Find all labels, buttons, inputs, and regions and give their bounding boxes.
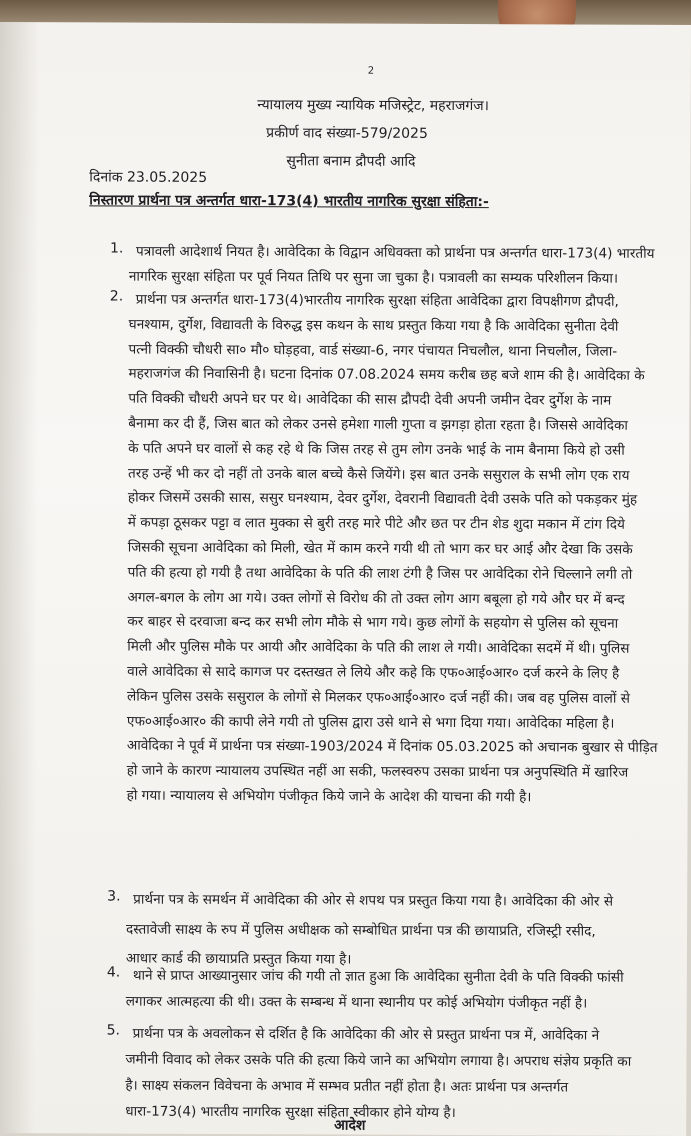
paragraph-line: पति विक्की चौधरी अपने घर पर थे। आवेदिका की सास द्रौपदी देवी अपनी जमीन देवर दुर्गेश के नाम [128, 390, 612, 409]
order-subject: निस्तारण प्रार्थना पत्र अन्तर्गत धारा-173(4) भारतीय नागरिक सुरक्षा संहिता:- [89, 192, 489, 211]
paragraph-line: कर बाहर से दरवाजा बन्द कर सभी लोग मौके से भाग गये। कुछ लोगों के सहयोग से पुलिस को सूचना [127, 613, 619, 633]
paragraph-line: जमीनी विवाद को लेकर उसके पति की हत्या किये जाने का अभियोग लगाया है। अपराध संज्ञेय प्रकृति का [125, 1051, 632, 1070]
paragraph-line: आवेदिका ने पूर्व में प्रार्थना पत्र संख्या-1903/2024 में दिनांक 05.03.2025 को अचानक बुखार से पीड़ित [126, 737, 658, 757]
order-heading: आदेश [334, 1117, 366, 1134]
paragraph-line: के पति अपने घर वालों से कह रहे थे कि जिस तरह से तुम लोग उनके भाई के नाम बैनामा किये हो उसी [128, 440, 625, 459]
paragraph-line: पत्रावली आदेशार्थ नियत है। आवेदिका के विद्वान अधिवक्ता को प्रार्थना पत्र अन्तर्गत धारा-173(4) भारतीय [135, 243, 655, 262]
paragraph-line: लगाकर आत्महत्या की थी। उक्त के सम्बन्ध में थाना स्थानीय पर कोई अभियोग पंजीकृत नहीं है। [125, 993, 588, 1012]
paragraph-line: प्रार्थना पत्र के अवलोकन से दर्शित है कि आवेदिका की ओर से प्रस्तुत प्रार्थना पत्र में, आवेदिका ने [132, 1025, 600, 1044]
paragraph-line: धारा-173(4) भारतीय नागरिक सुरक्षा संहिता स्वीकार होने योग्य है। [125, 1103, 456, 1121]
paragraph-line: अगल-बगल के लोग आ गये। उक्त लोगों से विरोध की तो उक्त लोग आग बबूला हो गये और घर में बन्द [127, 589, 625, 608]
paragraph-line: घनश्याम, दुर्गेश, विद्यावती के विरुद्ध इस कथन के साथ प्रस्तुत किया गया है कि आवेदिका सुनीता देवी [128, 316, 619, 335]
document-page [0, 22, 691, 1136]
paragraph-line: है। साक्ष्य संकलन विवेचना के अभाव में सम्भव प्रतीत नहीं होता है। अतः प्रार्थना पत्र अन्तर्गत [125, 1077, 569, 1096]
paragraph-number: 2. [109, 288, 124, 305]
paragraph-line: थाने से प्राप्त आख्यानुसार जांच की गयी तो ज्ञात हुआ कि आवेदिका सुनीता देवी के पति विक्की फांसी [132, 967, 624, 986]
paragraph-line: एफ०आई०आर० की कापी लेने गयी तो पुलिस द्वारा उसे थाने से भगा दिया गया। आवेदिका महिला है। [126, 713, 615, 732]
court-name: न्यायालय मुख्य न्यायिक मजिस्ट्रेट, महराजगंज। [257, 97, 489, 115]
paragraph-number: 1. [109, 240, 124, 257]
paragraph-line: वाले आवेदिका से सादे कागज पर दस्तखत ले लिये और कहे कि एफ०आई०आर० दर्ज करने के लिए है [127, 663, 620, 682]
page-number: 2 [367, 65, 375, 77]
paragraph-line: नागरिक सुरक्षा संहिता पर पूर्व नियत तिथि पर सुना जा चुका है। पत्रावली का सम्यक परिशीलन किया। [128, 268, 619, 287]
paragraph-line: मिली और पुलिस मौके पर आयी और आवेदिका के पति की लाश ले गयी। आवेदिका सदमें में थी। पुलिस [127, 638, 630, 657]
paragraph-line: होकर जिसमें उसकी सास, ससुर घनश्याम, देवर दुर्गेश, देवरानी विद्यावती देवी उसके पति को पकड़कर मुंह [127, 489, 638, 509]
paragraph-number: 4. [106, 964, 121, 981]
paragraph-line: बैनामा कर दी हैं, जिस बात को लेकर उनसे हमेशा गाली गुप्ता व झगड़ा होता रहता है। जिससे आवेदिका [128, 415, 628, 434]
paragraph-line: महराजगंज की निवासिनी है। घटना दिनांक 07.08.2024 समय करीब छह बजे शाम की है। आवेदिका के [128, 365, 645, 385]
paragraph-line: आधार कार्ड की छायाप्रति प्रस्तुत किया गया है। [125, 950, 352, 968]
paragraph-line: हो जाने के कारण न्यायालय उपस्थित नहीं आ सकी, फलस्वरुप उसका प्रार्थना पत्र अनुपस्थिति में खारिज [126, 762, 629, 781]
paragraph-number: 3. [107, 888, 121, 905]
page-shadow [0, 22, 40, 1136]
paragraph-number: 5. [106, 1022, 120, 1039]
paragraph-line: जिसकी सूचना आवेदिका को मिली, खेत में काम करने गयी थी तो भाग कर घर आई और देखा कि उसके [127, 539, 633, 558]
paragraph-line: में कपड़ा ठूसकर पट्टा व लात मुक्का से बुरी तरह मारे पीटे और छत पर टीन शेड शुदा मकान में टांग दिये [127, 514, 625, 533]
paragraph-line: तरह उन्हें भी कर दो नहीं तो उनके बाल बच्चे कैसे जियेंगे। इस बात उनके ससुराल के सभी लोग एक राय [127, 465, 630, 484]
case-parties: सुनीता बनाम द्रौपदी आदि [286, 153, 416, 170]
paragraph-line: लेकिन पुलिस उसके ससुराल के लोगों से मिलकर एफ०आई०आर० दर्ज नहीं की। जब वह पुलिस वालों से [127, 688, 630, 707]
case-number: प्रकीर्ण वाद संख्या-579/2025 [266, 125, 428, 142]
order-date: दिनांक 23.05.2025 [89, 169, 208, 186]
paragraph-line: दस्तावेजी साक्ष्य के रुप में पुलिस अधीक्षक को सम्बोधित प्रार्थना पत्र की छायाप्रति, रजिस्ट्री रसीद, [126, 921, 596, 940]
paragraph-line: पति की हत्या हो गयी है तथा आवेदिका के पति की लाश टंगी है जिस पर आवेदिका रोने चिल्लाने लगी तो [127, 564, 633, 583]
paragraph-line: हो गया। न्यायालय से अभियोग पंजीकृत किये जाने के आदेश की याचना की गयी है। [126, 787, 532, 806]
paragraph-line: पत्नी विक्की चौधरी सा० मौ० घोड़हवा, वार्ड संख्या-6, नगर पंचायत निचलौल, थाना निचलौल, जिला- [128, 341, 618, 360]
paragraph-line: प्रार्थना पत्र के समर्थन में आवेदिका की ओर से शपथ पत्र प्रस्तुत किया गया है। आवेदिका की ओर से [133, 891, 614, 910]
paragraph-line: प्रार्थना पत्र अन्तर्गत धारा-173(4)भारतीय नागरिक सुरक्षा संहिता आवेदिका द्वारा विपक्षीगण द्रौपदी, [135, 291, 619, 310]
